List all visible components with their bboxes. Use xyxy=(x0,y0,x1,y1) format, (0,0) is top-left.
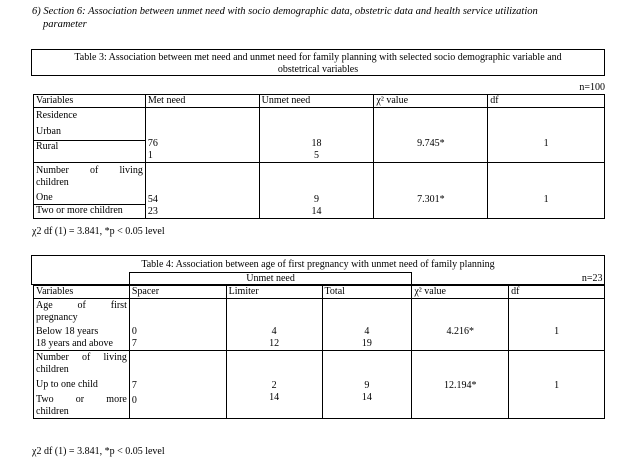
table4-18above-total: 19 xyxy=(361,338,372,349)
table4-row-twomore-label: Two or more xyxy=(36,394,127,405)
table4-uptoone-total: 9 xyxy=(364,380,370,391)
table4-header-limiter: Limiter xyxy=(226,286,322,299)
section-heading-line2: parameter xyxy=(43,19,87,30)
table4-twomore-limiter: 14 xyxy=(269,392,280,403)
table3-rural-met: 1 xyxy=(147,150,153,161)
table4-header-total: Total xyxy=(322,286,412,299)
table4-18above-spacer: 7 xyxy=(131,338,137,349)
table4-row-uptoone-label: Up to one child xyxy=(36,379,98,390)
table3-header-df: df xyxy=(488,95,605,108)
table3-footnote: χ2 df (1) = 3.841, *p < 0.05 level xyxy=(32,226,165,237)
table3-caption-line1: Table 3: Association between met need and unmet need for family planning with selected socio demographic variable and xyxy=(74,52,562,63)
table4-header-unmet-need: Unmet need xyxy=(129,273,411,286)
table3-two-unmet: 14 xyxy=(311,206,322,217)
table4-uptoone-chi: 12.194* xyxy=(443,380,477,391)
table4-row-18above-label: 18 years and above xyxy=(36,338,113,349)
table4-span-row xyxy=(34,273,605,286)
table3-sample-size: n=100 xyxy=(579,82,605,93)
table3-header-variables: Variables xyxy=(34,95,146,108)
table4-header-df: df xyxy=(509,286,605,299)
table3-urban-met: 76 xyxy=(147,138,158,149)
table4-uptoone-limiter: 2 xyxy=(271,380,277,391)
table3-header-chi-value: χ² value xyxy=(374,95,488,108)
table3-urban-chi: 9.745* xyxy=(417,138,445,149)
table4-header-variables: Variables xyxy=(34,286,130,299)
table4-group-children xyxy=(34,351,605,419)
table3-one-met: 54 xyxy=(147,194,158,205)
table3-caption-line2: obstetrical variables xyxy=(277,64,359,75)
table4-uptoone-spacer: 7 xyxy=(131,380,137,391)
table4-below18-df: 1 xyxy=(554,326,560,337)
table3-row-rural-label: Rural xyxy=(34,140,145,153)
table3-one-chi: 7.301* xyxy=(417,194,445,205)
table4-footnote: χ2 df (1) = 3.841, *p < 0.05 level xyxy=(32,446,165,457)
table4 xyxy=(33,272,605,419)
table4-group-age-label: Age of first xyxy=(36,300,127,311)
table3-one-unmet: 9 xyxy=(314,194,320,205)
table3-group-children-label2: children xyxy=(36,177,69,188)
table4-header-row xyxy=(34,286,605,299)
table3-row-one-label: One xyxy=(36,192,53,203)
table3-row-urban-label: Urban xyxy=(36,126,61,137)
table4-header-chi-value: χ² value xyxy=(412,286,509,299)
table3-header-unmet-need: Unmet need xyxy=(259,95,374,108)
table4-row-twomore-label2: children xyxy=(36,406,69,417)
section-heading-line1: 6) Section 6: Association between unmet need with socio demographic data, obstetric data and health service utilization xyxy=(32,6,538,17)
table4-below18-limiter: 4 xyxy=(271,326,277,337)
table3-group-residence xyxy=(34,108,605,163)
table3-group-residence-label: Residence xyxy=(36,110,78,121)
table3-row-two-label: Two or more children xyxy=(34,204,145,217)
table4-below18-total: 4 xyxy=(364,326,370,337)
table4-18above-limiter: 12 xyxy=(269,338,280,349)
table3-rural-unmet: 5 xyxy=(314,150,320,161)
table4-below18-spacer: 0 xyxy=(131,326,137,337)
table4-twomore-spacer: 0 xyxy=(131,395,137,406)
table4-twomore-total: 14 xyxy=(361,392,372,403)
table3-urban-unmet: 18 xyxy=(311,138,322,149)
table4-header-spacer: Spacer xyxy=(129,286,226,299)
table4-row-below18-label: Below 18 years xyxy=(36,326,99,337)
table4-group-age-label2: pregnancy xyxy=(36,312,78,323)
table3-group-children xyxy=(34,163,605,219)
table3-urban-df: 1 xyxy=(543,138,549,149)
table3-header-met-need: Met need xyxy=(145,95,259,108)
table3-one-df: 1 xyxy=(543,194,549,205)
section-heading xyxy=(32,5,617,31)
table3-two-met: 23 xyxy=(147,206,158,217)
table4-caption: Table 4: Association between age of first pregnancy with unmet need of family planning xyxy=(141,259,495,270)
table4-below18-chi: 4.216* xyxy=(446,326,474,337)
table4-sample-size: n=23 xyxy=(581,272,603,284)
table4-group-age xyxy=(34,299,605,351)
table3 xyxy=(33,94,605,219)
table3-caption xyxy=(32,50,604,76)
table4-group-children-label2: children xyxy=(36,364,69,375)
table3-caption-box xyxy=(31,49,605,76)
table4-group-children-label: Number of living xyxy=(36,352,127,363)
table3-group-children-label: Number of living xyxy=(36,165,143,176)
table4-uptoone-df: 1 xyxy=(554,380,560,391)
table3-header-row xyxy=(34,95,605,108)
